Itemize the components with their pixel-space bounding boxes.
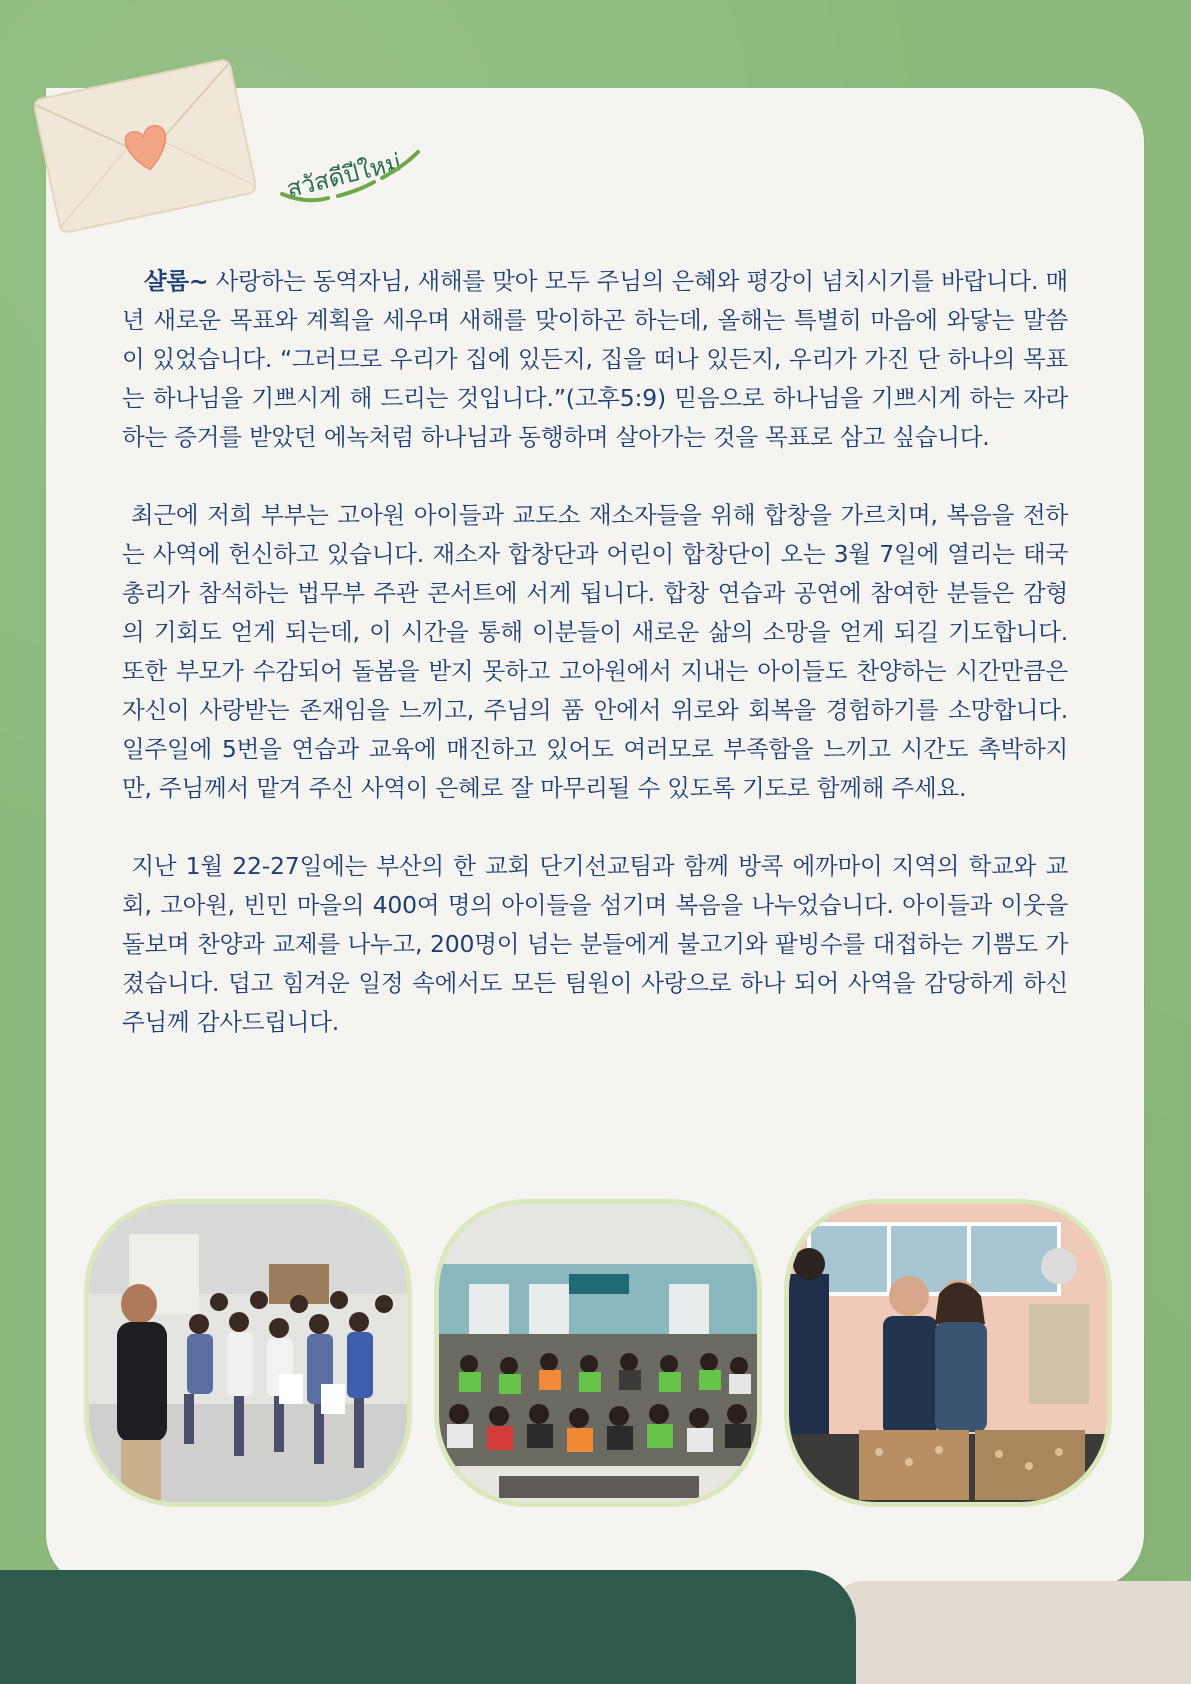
paragraph-1-text: 사랑하는 동역자님, 새해를 맞아 모두 주님의 은혜와 평강이 넘치시기를 바랍니다. 매년 새로운 목표와 계획을 세우며 새해를 맞이하곤 하는데, 올해는 특별히 마음에 와닿는 말씀이 있었습니다. “그러므로 우리가 집에 있든지, 집을 떠나 있든지, 우리가 가진 단 하나의 목표는 하나님을 기쁘시게 해 드리는 것입니다.”(고후5:9) 믿음으로 하나님을 기쁘시게 하는 자라 하는 증거를 받았던 에녹처럼 하나님과 동행하며 살아가는 것을 목표로 삼고 싶습니다. bbox=[122, 267, 1068, 451]
photo-children-choir bbox=[84, 1199, 412, 1507]
envelope-heart-illustration bbox=[34, 48, 256, 234]
lead-greeting: 샬롬~ bbox=[143, 267, 209, 295]
paragraph-2-text: 최근에 저희 부부는 고아원 아이들과 교도소 재소자들을 위해 합창을 가르치며, 복음을 전하는 사역에 헌신하고 있습니다. 재소자 합창단과 어린이 합창단이 오는 3월 7일에 열리는 태국 총리가 참석하는 법무부 주관 콘서트에 서게 됩니다. 합창 연습과 공연에 참여한 분들은 감형의 기회도 얻게 되는데, 이 시간을 통해 이분들이 새로운 삶의 소망을 얻게 되길 기도합니다. 또한 부모가 수감되어 돌봄을 받지 못하고 고아원에서 지내는 아이들도 찬양하는 시간만큼은 자신이 사랑받는 존재임을 느끼고, 주님의 품 안에서 위로와 회복을 경험하기를 소망합니다. 일주일에 5번을 연습과 교육에 매진하고 있어도 여러모로 부족함을 느끼고 시간도 촉박하지만, 주님께서 맡겨 주신 사역이 은혜로 잘 마무리될 수 있도록 기도로 함께해 주세요. bbox=[122, 501, 1068, 802]
greeting-heading bbox=[278, 118, 448, 208]
letter-body bbox=[122, 262, 1068, 1081]
paragraph-3 bbox=[122, 847, 1068, 1042]
footer-light-block bbox=[830, 1581, 1191, 1684]
paragraph-3-text: 지난 1월 22-27일에는 부산의 한 교회 단기선교팀과 함께 방콕 에까마이 지역의 학교와 교회, 고아원, 빈민 마을의 400여 명의 아이들을 섬기며 복음을 나누었습니다. 아이들과 이웃을 돌보며 찬양과 교제를 나누고, 200명이 넘는 분들에게 불고기와 팥빙수를 대접하는 기쁨도 가졌습니다. 덥고 힘겨운 일정 속에서도 모든 팀원이 사랑으로 하나 되어 사역을 감당하게 하신 주님께 감사드립니다. bbox=[122, 852, 1068, 1036]
paragraph-2 bbox=[122, 496, 1068, 808]
greeting-text: สวัสดีปีใหม่ bbox=[283, 147, 405, 204]
photo-couple-serving bbox=[784, 1199, 1112, 1507]
footer-dark-block bbox=[0, 1570, 856, 1684]
photo-children-group bbox=[434, 1199, 762, 1507]
paragraph-1 bbox=[122, 262, 1068, 457]
photo-gallery bbox=[84, 1199, 1108, 1501]
